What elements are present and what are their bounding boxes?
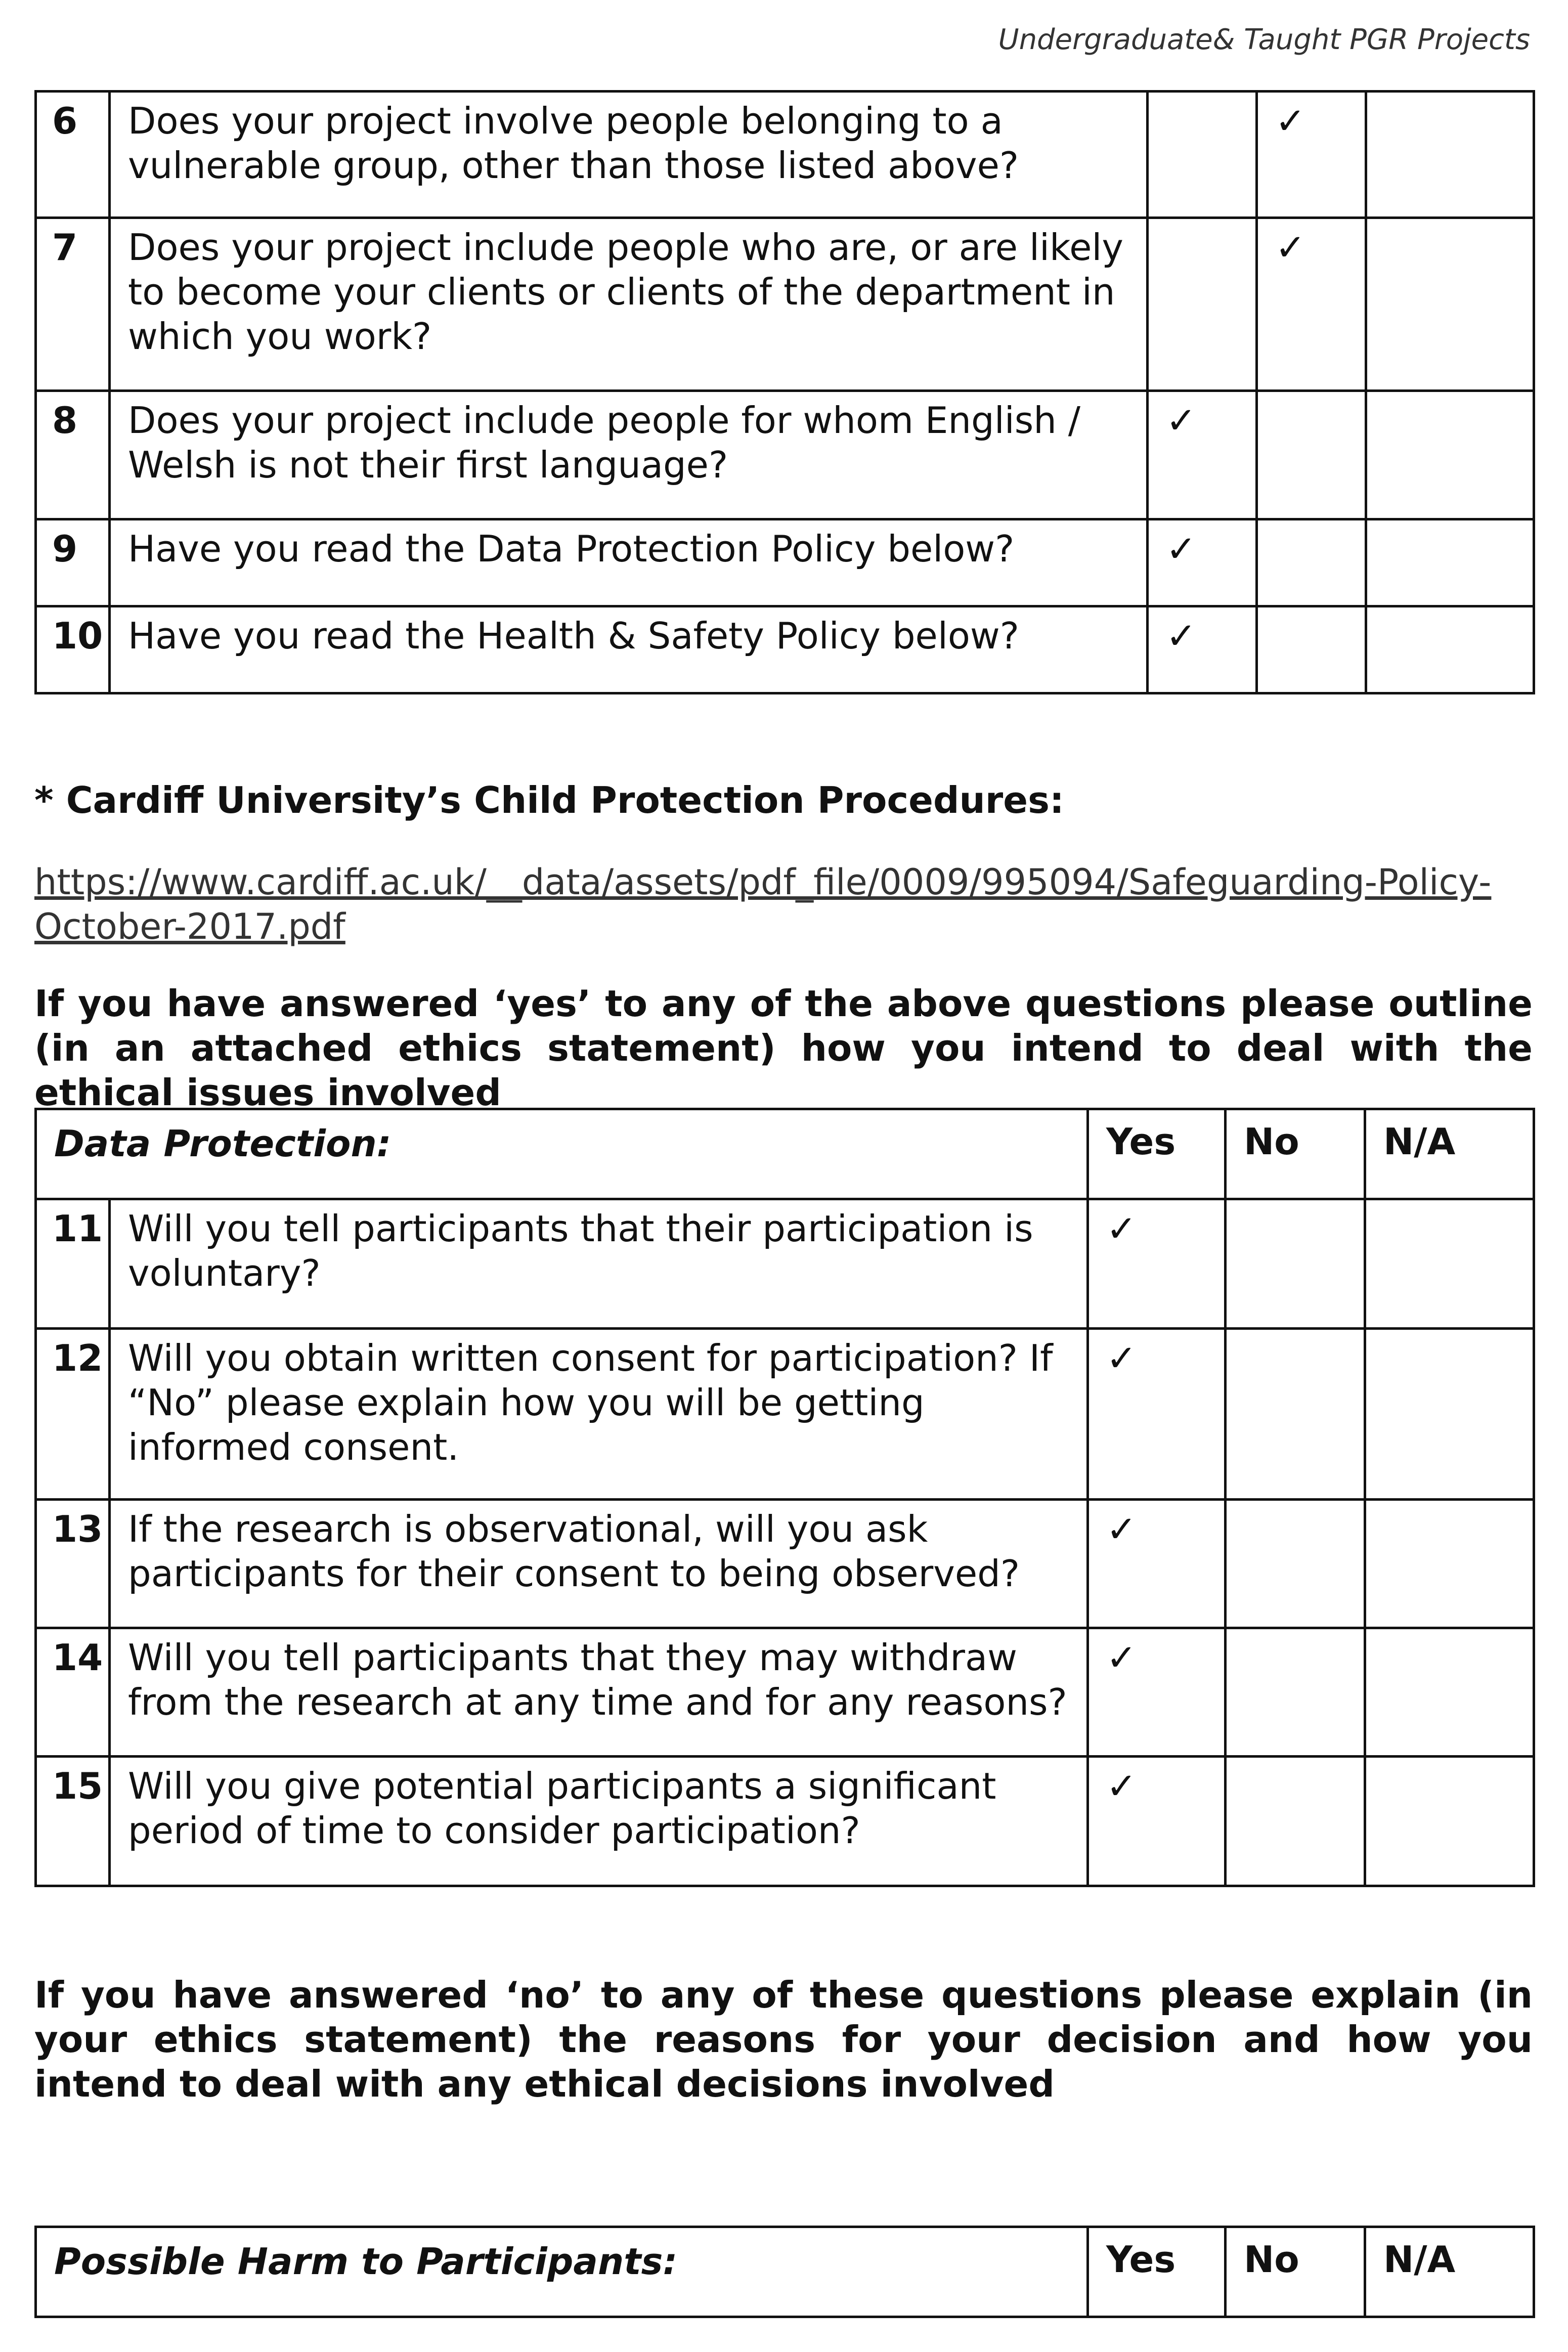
- ethics-table-1: [34, 90, 1535, 694]
- column-header-na: N/A: [1365, 1109, 1534, 1199]
- yes-cell[interactable]: [1148, 92, 1257, 218]
- yes-instruction: If you have answered ‘yes’ to any of the above questions please outline (in an attached ethics statement) how you intend to deal with the ethical issues involved: [34, 982, 1533, 1114]
- yes-cell[interactable]: ✓: [1088, 1628, 1226, 1757]
- yes-cell[interactable]: ✓: [1148, 519, 1257, 606]
- no-cell[interactable]: [1257, 519, 1366, 606]
- na-cell[interactable]: [1365, 1199, 1534, 1329]
- child-protection-heading: * Cardiff University’s Child Protection Procedures:: [34, 779, 1064, 821]
- yes-cell[interactable]: ✓: [1088, 1757, 1226, 1886]
- table-row: [36, 1500, 1534, 1628]
- table-title: Data Protection:: [36, 1109, 1088, 1199]
- question-number: 10: [36, 606, 110, 693]
- table-row: [36, 519, 1534, 606]
- question-number: 7: [36, 218, 110, 391]
- table-row: [36, 1628, 1534, 1757]
- na-cell[interactable]: [1366, 92, 1534, 218]
- no-instruction: If you have answered ‘no’ to any of these questions please explain (in your ethics statement) the reasons for your decision and how you intend to deal with any ethical decisions involved: [34, 1974, 1533, 2105]
- question-text: If the research is observational, will you ask participants for their consent to being observed?: [110, 1500, 1088, 1628]
- question-text: Have you read the Data Protection Policy below?: [110, 519, 1148, 606]
- na-cell[interactable]: [1366, 391, 1534, 519]
- question-number: 12: [36, 1329, 110, 1500]
- table-row: [36, 92, 1534, 218]
- question-number: 13: [36, 1500, 110, 1628]
- table-row: [36, 1199, 1534, 1329]
- question-text: Will you tell participants that their participation is voluntary?: [110, 1199, 1088, 1329]
- question-number: 6: [36, 92, 110, 218]
- na-cell[interactable]: [1366, 519, 1534, 606]
- na-cell[interactable]: [1366, 218, 1534, 391]
- question-text: Will you tell participants that they may withdraw from the research at any time and for any reasons?: [110, 1628, 1088, 1757]
- table-header-row: [36, 2227, 1534, 2317]
- question-number: 14: [36, 1628, 110, 1757]
- table-row: [36, 391, 1534, 519]
- yes-cell[interactable]: ✓: [1088, 1329, 1226, 1500]
- no-cell[interactable]: [1257, 606, 1366, 693]
- yes-cell[interactable]: ✓: [1148, 391, 1257, 519]
- na-cell[interactable]: [1365, 1628, 1534, 1757]
- no-cell[interactable]: ✓: [1257, 218, 1366, 391]
- table-row: [36, 1757, 1534, 1886]
- table-row: [36, 1329, 1534, 1500]
- table-header-row: [36, 1109, 1534, 1199]
- question-text: Does your project include people for whom English / Welsh is not their first language?: [110, 391, 1148, 519]
- link-line-1: https://www.cardiff.ac.uk/__data/assets/pdf_file/0009/995094/Safeguarding-Policy-: [34, 861, 1492, 903]
- no-cell[interactable]: [1226, 1500, 1365, 1628]
- safeguarding-policy-link[interactable]: [34, 860, 1533, 949]
- na-cell[interactable]: [1365, 1329, 1534, 1500]
- question-number: 15: [36, 1757, 110, 1886]
- question-text: Does your project include people who are, or are likely to become your clients or clients of the department in which you work?: [110, 218, 1148, 391]
- table-row: [36, 606, 1534, 693]
- yes-cell[interactable]: ✓: [1088, 1199, 1226, 1329]
- question-number: 11: [36, 1199, 110, 1329]
- table-row: [36, 218, 1534, 391]
- table-title: Possible Harm to Participants:: [36, 2227, 1088, 2317]
- question-text: Does your project involve people belonging to a vulnerable group, other than those listed above?: [110, 92, 1148, 218]
- question-number: 9: [36, 519, 110, 606]
- na-cell[interactable]: [1366, 606, 1534, 693]
- no-cell[interactable]: [1226, 1329, 1365, 1500]
- yes-cell[interactable]: [1148, 218, 1257, 391]
- question-text: Will you obtain written consent for participation? If “No” please explain how you will be getting informed consent.: [110, 1329, 1088, 1500]
- no-cell[interactable]: [1226, 1199, 1365, 1329]
- no-cell[interactable]: [1257, 391, 1366, 519]
- no-cell[interactable]: [1226, 1757, 1365, 1886]
- no-cell[interactable]: [1226, 1628, 1365, 1757]
- na-cell[interactable]: [1365, 1500, 1534, 1628]
- na-cell[interactable]: [1365, 1757, 1534, 1886]
- yes-cell[interactable]: ✓: [1088, 1500, 1226, 1628]
- question-text: Have you read the Health & Safety Policy below?: [110, 606, 1148, 693]
- column-header-no: No: [1226, 2227, 1365, 2317]
- header-note: Undergraduate& Taught PGR Projects: [998, 23, 1530, 56]
- column-header-yes: Yes: [1088, 1109, 1226, 1199]
- yes-cell[interactable]: ✓: [1148, 606, 1257, 693]
- question-text: Will you give potential participants a significant period of time to consider participation?: [110, 1757, 1088, 1886]
- no-cell[interactable]: ✓: [1257, 92, 1366, 218]
- data-protection-table: [34, 1108, 1535, 1887]
- column-header-yes: Yes: [1088, 2227, 1226, 2317]
- link-line-2: October-2017.pdf: [34, 906, 345, 947]
- column-header-no: No: [1226, 1109, 1365, 1199]
- question-number: 8: [36, 391, 110, 519]
- possible-harm-table: [34, 2226, 1535, 2318]
- column-header-na: N/A: [1365, 2227, 1534, 2317]
